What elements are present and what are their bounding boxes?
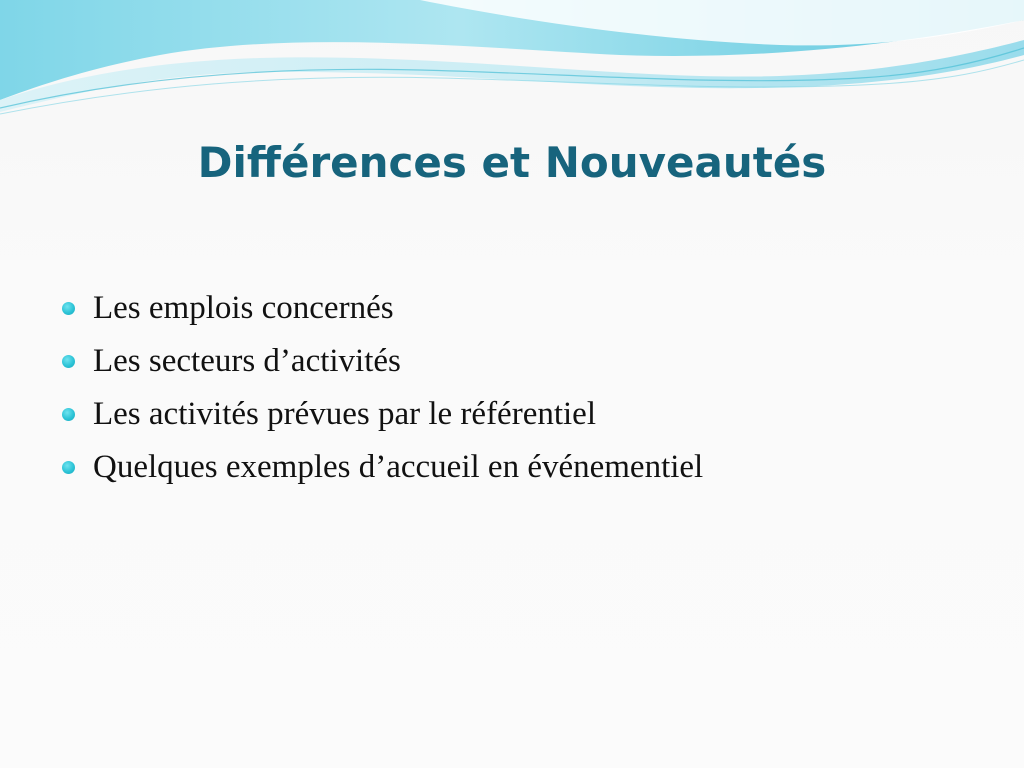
bullet-item xyxy=(62,282,962,335)
bullet-text: Les activités prévues par le référentiel xyxy=(93,396,596,432)
bullet-dot-icon xyxy=(62,408,75,421)
bullet-text: Les emplois concernés xyxy=(93,290,394,326)
bullet-item xyxy=(62,335,962,388)
bullet-dot-icon xyxy=(62,355,75,368)
bullet-dot-icon xyxy=(62,302,75,315)
bullet-text: Quelques exemples d’accueil en événementiel xyxy=(93,449,704,485)
bullet-item xyxy=(62,441,962,494)
bullet-item xyxy=(62,388,962,441)
header-wave-decoration xyxy=(0,0,1024,130)
bullet-text: Les secteurs d’activités xyxy=(93,343,401,379)
bullet-list xyxy=(62,282,962,494)
bullet-dot-icon xyxy=(62,461,75,474)
slide-title: Différences et Nouveautés xyxy=(197,138,827,187)
